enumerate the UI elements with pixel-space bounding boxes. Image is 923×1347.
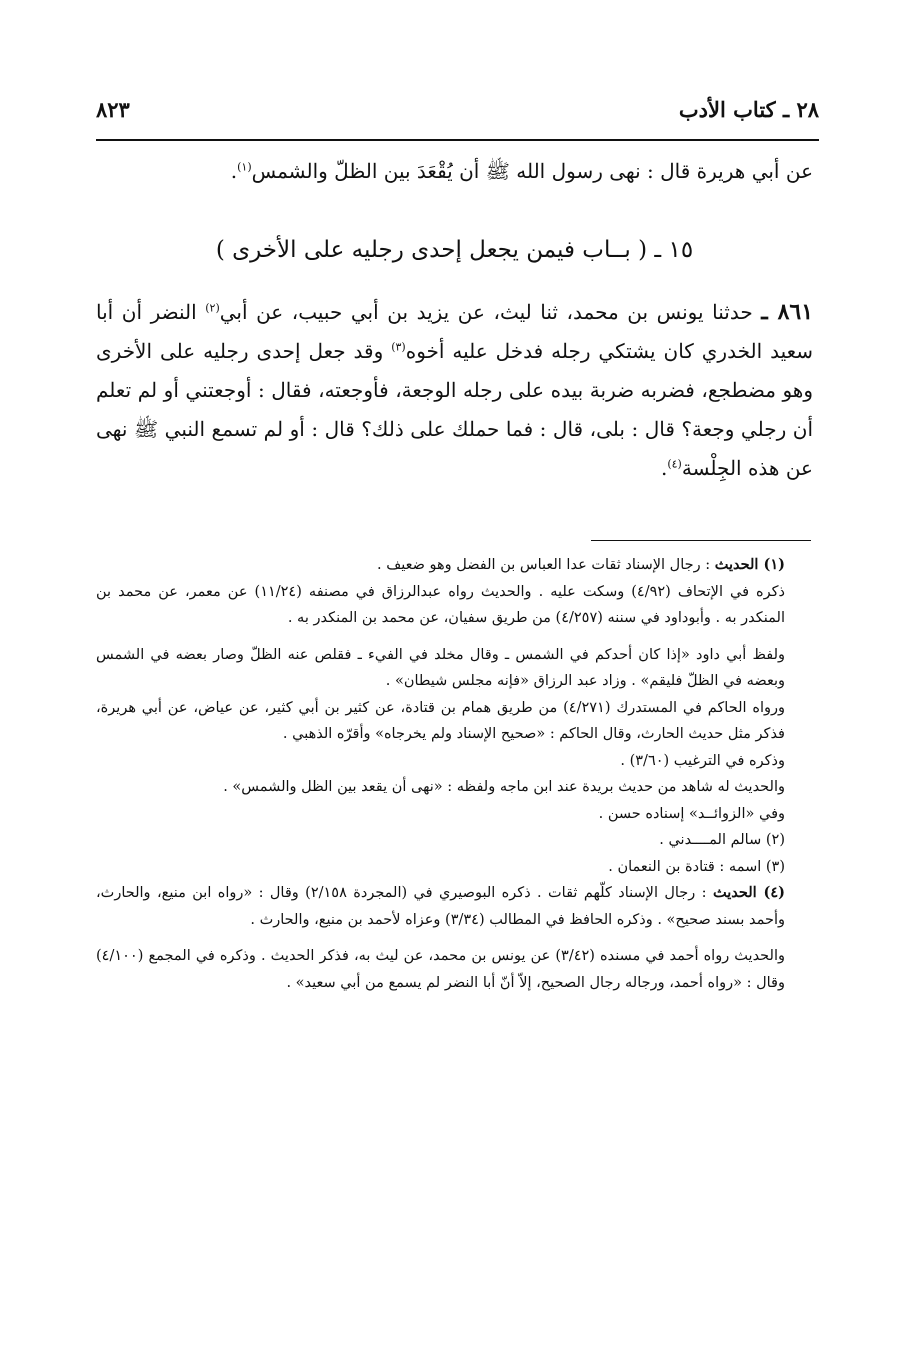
footnote-1-text: : رجال الإسناد ثقات عدا العباس بن الفضل وهو ضعيف . <box>376 557 711 573</box>
hadith-text-b: النضر أن أبا سعيد الخدري كان يشتكي رجله فدخل عليه أخوه <box>96 300 814 363</box>
footnote-ref-3: (٣) <box>391 340 406 354</box>
footnote-1 <box>96 552 805 579</box>
hadith-text-c: وقد جعل إحدى رجليه على الأخرى وهو مضطجع، فضربه ضربة بيده على رجله الوجعة، فأوجعته، فقال : أوجعتني أو لم تعلم أن رجلي وجعة؟ قال : بلى، قال : فما حملك على ذلك؟ قال : أو لم تسمع النبي ﷺ نهى عن هذه الجِلْسة <box>96 339 813 480</box>
footnote-4-label: (٤) الحديث <box>712 884 786 901</box>
header-rule <box>96 139 819 141</box>
page-header <box>96 92 819 126</box>
footnote-4-musnad: والحديث رواه أحمد في مسنده (٣/٤٢) عن يونس بن محمد، عن ليث به، فذكر الحديث . وذكره في المجمع (٤/١٠٠) وقال : «رواه أحمد، ورجاله رجال الصحيح، إلاّ أنّ أبا النضر لم يسمع من أبي سعيد» . <box>96 948 785 991</box>
hadith-text-a: حدثنا يونس بن محمد، ثنا ليث، عن يزيد بن أبي حبيب، عن أبي <box>219 300 753 324</box>
footnote-1-ithaf: ذكره في الإتحاف (٤/٩٢) وسكت عليه . والحديث رواه عبدالرزاق في مصنفه (١١/٢٤) عن معمر، عن محمد بن المنكدر به . وأبوداود في سننه (٤/٢٥٧) من طريق سفيان، عن محمد بن المنكدر به . <box>96 583 786 626</box>
footnote-2: (٢) سالم المــــدني . <box>659 832 785 848</box>
hadith-end: . <box>660 456 668 480</box>
intro-text: عن أبي هريرة قال : نهى رسول الله ﷺ أن يُقْعَدَ بين الظلّ والشمس <box>251 159 813 183</box>
main-text <box>96 152 813 488</box>
intro-end: . <box>230 159 238 183</box>
footnote-4-text: : رجال الإسناد كلّهم ثقات . ذكره البوصيري في (المجردة ٢/١٥٨) وقال : «رواه ابن منيع، والحارث، وأحمد بسند صحيح» . وذكره الحافظ في المطالب (٣/٣٤) وعزاه لأحمد بن منيع، والحارث . <box>96 885 785 928</box>
footnote-4 <box>96 880 805 933</box>
hadith-paragraph <box>96 293 813 488</box>
intro-line <box>96 152 813 191</box>
footnote-1-shahid: والحديث له شاهد من حديث بريدة عند ابن ماجه ولفظه : «نهى أن يقعد بين الظل والشمس» . <box>223 779 785 795</box>
footnote-3: (٣) اسمه : قتادة بن النعمان . <box>608 858 785 875</box>
footnote-rule <box>591 540 811 541</box>
chapter-heading: ١٥ ـ ( بــاب فيمن يجعل إحدى رجليه على الأخرى ) <box>215 237 694 263</box>
footnotes <box>96 552 805 996</box>
footnote-ref-1: (١) <box>237 160 252 174</box>
chapter-title: ٢٨ ـ كتاب الأدب <box>678 96 819 122</box>
footnote-ref-4: (٤) <box>667 457 682 471</box>
footnote-ref-2: (٢) <box>205 301 220 315</box>
footnote-1-targhib: وذكره في الترغيب (٣/٦٠) . <box>620 752 785 769</box>
hadith-number: ٨٦١ ـ <box>761 299 814 325</box>
footnote-1-abu-dawud: ولفظ أبي داود «إذا كان أحدكم في الشمس ـ وقال مخلد في الفيء ـ فقلص عنه الظلّ وصار بعضه في الشمس وبعضه في الظلّ فليقم» . وزاد عبد الرزاق «فإنه مجلس شيطان» . <box>96 646 785 689</box>
footnote-1-zawaid: وفي «الزوائــد» إسناده حسن . <box>598 805 785 822</box>
footnote-1-label: (١) الحديث <box>714 556 785 573</box>
footnote-1-hakim: ورواه الحاكم في المستدرك (٤/٢٧١) من طريق همام بن قتادة، عن كثير بن أبي كثير، عن عياض، عن أبي هريرة، فذكر مثل حديث الحارث، وقال الحاكم : «صحيح الإسناد ولم يخرجاه» وأقرّه الذهبي . <box>96 699 785 742</box>
page-number: ٨٢٣ <box>96 96 130 122</box>
